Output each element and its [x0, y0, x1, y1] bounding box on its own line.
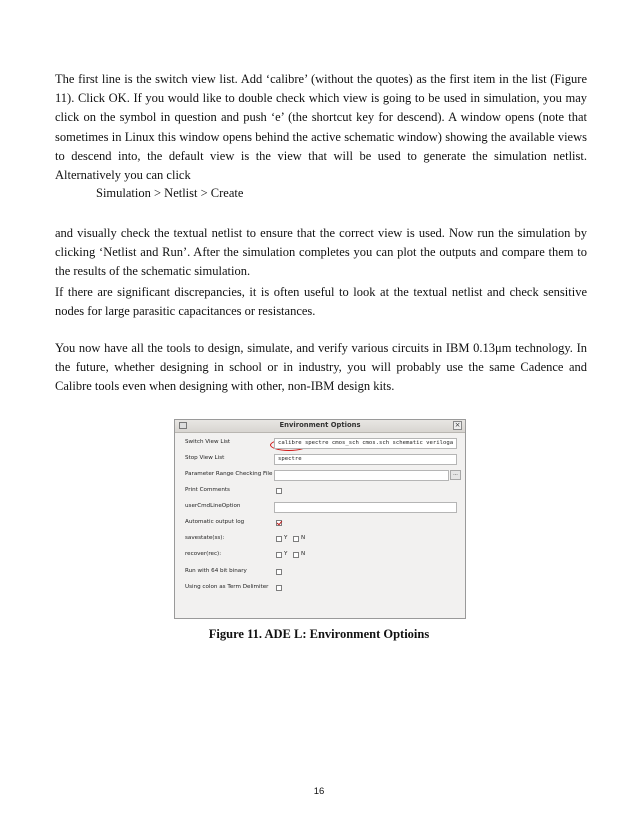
- param-range-file-label: Parameter Range Checking File: [185, 471, 273, 477]
- switch-view-list-input[interactable]: calibre spectre cmos_sch cmos.sch schematic veriloga: [274, 438, 457, 449]
- run-64bit-label: Run with 64 bit binary: [185, 568, 247, 574]
- user-cmd-line-label: userCmdLineOption: [185, 503, 241, 509]
- savestate-y-checkbox[interactable]: [276, 536, 282, 542]
- environment-options-window: [174, 419, 466, 619]
- close-icon[interactable]: ×: [454, 421, 461, 429]
- row-recover: [175, 549, 465, 563]
- print-comments-checkbox[interactable]: [276, 488, 282, 494]
- row-print-comments: [175, 485, 465, 499]
- switch-view-list-label: Switch View List: [185, 439, 231, 445]
- browse-button[interactable]: ...: [450, 470, 461, 480]
- colon-delimiter-checkbox[interactable]: [276, 585, 282, 591]
- figure-caption: Figure 11. ADE L: Environment Optioins: [208, 627, 430, 641]
- run-64bit-checkbox[interactable]: [276, 569, 282, 575]
- paragraph-discrepancies: If there are significant discrepancies, it is often useful to look at the textual netlist and check sensitive nodes for large parasitic capacitances or resistances.: [55, 285, 587, 319]
- recover-y-label: Y: [284, 551, 288, 557]
- colon-delimiter-label: Using colon as Term Delimiter: [185, 584, 269, 590]
- savestate-n-checkbox[interactable]: [293, 536, 299, 542]
- stop-view-list-label: Stop View List: [185, 455, 225, 461]
- recover-n-label: N: [301, 551, 306, 557]
- user-cmd-line-input[interactable]: [274, 502, 457, 513]
- window-title: Environment Options: [279, 421, 361, 429]
- paragraph-conclusion: You now have all the tools to design, simulate, and verify various circuits in IBM 0.13μm technology. In the future, whether designing in school or in industry, you will probably use the same Cadence and Calibre tools even when designing with other, non-IBM design kits.: [55, 341, 587, 394]
- row-auto-output-log: [175, 517, 465, 531]
- recover-label: recover(rec):: [185, 551, 222, 557]
- print-comments-label: Print Comments: [185, 487, 230, 493]
- paragraph-switch-view: The first line is the switch view list. Add ‘calibre’ (without the quotes) as the first item in the list (Figure 11). Click OK. If you would like to double check which view is going to be used in simulation, you may click on the symbol in question and push ‘e’ (the shortcut key for descend). A window opens (note that sometimes in Linux this window opens behind the active schematic window) showing the available views to descend into, the default view is the view that will be used to generate the simulation netlist. Alternatively you can click: [55, 72, 587, 183]
- page-number: 16: [313, 786, 325, 797]
- row-run-64bit: [175, 566, 465, 580]
- row-savestate: [175, 533, 465, 547]
- param-range-file-input[interactable]: [274, 470, 449, 481]
- auto-output-log-label: Automatic output log: [185, 519, 245, 525]
- paragraph-netlist-check: and visually check the textual netlist to ensure that the correct view is used. Now run the simulation by clicking ‘Netlist and Run’. After the simulation completes you can plot the outputs and compare them to the results of the schematic simulation.: [55, 226, 587, 279]
- row-switch-view-list: [175, 437, 465, 451]
- row-stop-view-list: [175, 453, 465, 467]
- row-colon-delimiter: [175, 582, 465, 596]
- savestate-y-label: Y: [284, 535, 288, 541]
- row-user-cmd-line: [175, 501, 465, 515]
- recover-y-checkbox[interactable]: [276, 552, 282, 558]
- row-param-range-file: [175, 469, 465, 483]
- savestate-label: savestate(ss):: [185, 535, 225, 541]
- savestate-n-label: N: [301, 535, 306, 541]
- window-titlebar: [175, 420, 465, 433]
- stop-view-list-input[interactable]: spectre: [274, 454, 457, 465]
- menu-path-netlist-create: Simulation > Netlist > Create: [96, 186, 244, 200]
- recover-n-checkbox[interactable]: [293, 552, 299, 558]
- auto-output-log-checkbox[interactable]: [276, 520, 282, 526]
